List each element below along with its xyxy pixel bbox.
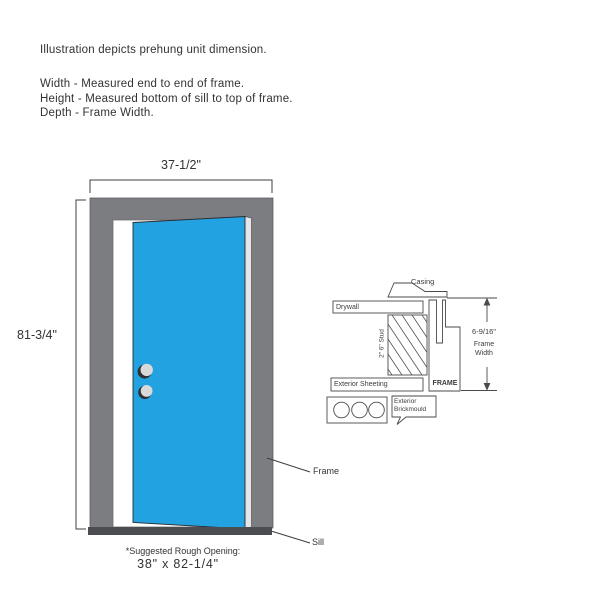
door-sill <box>88 527 272 535</box>
casing-label: Casing <box>411 277 435 286</box>
depth-note: Depth - Frame Width. <box>40 107 154 119</box>
width-dimension-label: 37-1/2" <box>161 158 201 172</box>
brickmould-circle <box>352 402 368 418</box>
frame-section-label: FRAME <box>432 380 458 387</box>
width-note: Width - Measured end to end of frame. <box>40 78 245 90</box>
brickmould-circle <box>369 402 385 418</box>
stud-section <box>388 315 427 375</box>
sill-leader-line <box>271 531 310 543</box>
frame-width-dimension-label: 6-9/16" <box>472 327 496 336</box>
arrow-down-icon <box>484 383 491 391</box>
arrow-up-icon <box>484 298 491 306</box>
brickmould-circle <box>334 402 350 418</box>
height-dimension-bracket <box>76 200 86 529</box>
rough-opening-value: 38" x 82-1/4" <box>137 557 219 571</box>
frame-profile <box>429 300 460 391</box>
drywall-label: Drywall <box>336 303 359 311</box>
height-dimension-label: 81-3/4" <box>17 328 57 342</box>
frame-width-label: Frame Width <box>473 341 495 357</box>
frame-label: Frame <box>313 466 340 476</box>
door-edge <box>245 217 252 530</box>
exterior-brickmould-label: Exterior Brickmould <box>394 398 427 413</box>
height-note: Height - Measured bottom of sill to top of frame. <box>40 92 293 105</box>
sill-label: Sill <box>312 537 325 547</box>
frame-leader-line <box>267 458 310 472</box>
intro-text: Illustration depicts prehung unit dimension. <box>40 44 267 56</box>
stud-label: 2" 6" Stud <box>378 329 386 358</box>
dimension-notes <box>40 77 293 121</box>
rough-opening-caption: *Suggested Rough Opening: <box>125 546 241 556</box>
width-dimension-bracket <box>90 180 272 193</box>
exterior-sheeting-label: Exterior Sheeting <box>334 380 388 388</box>
